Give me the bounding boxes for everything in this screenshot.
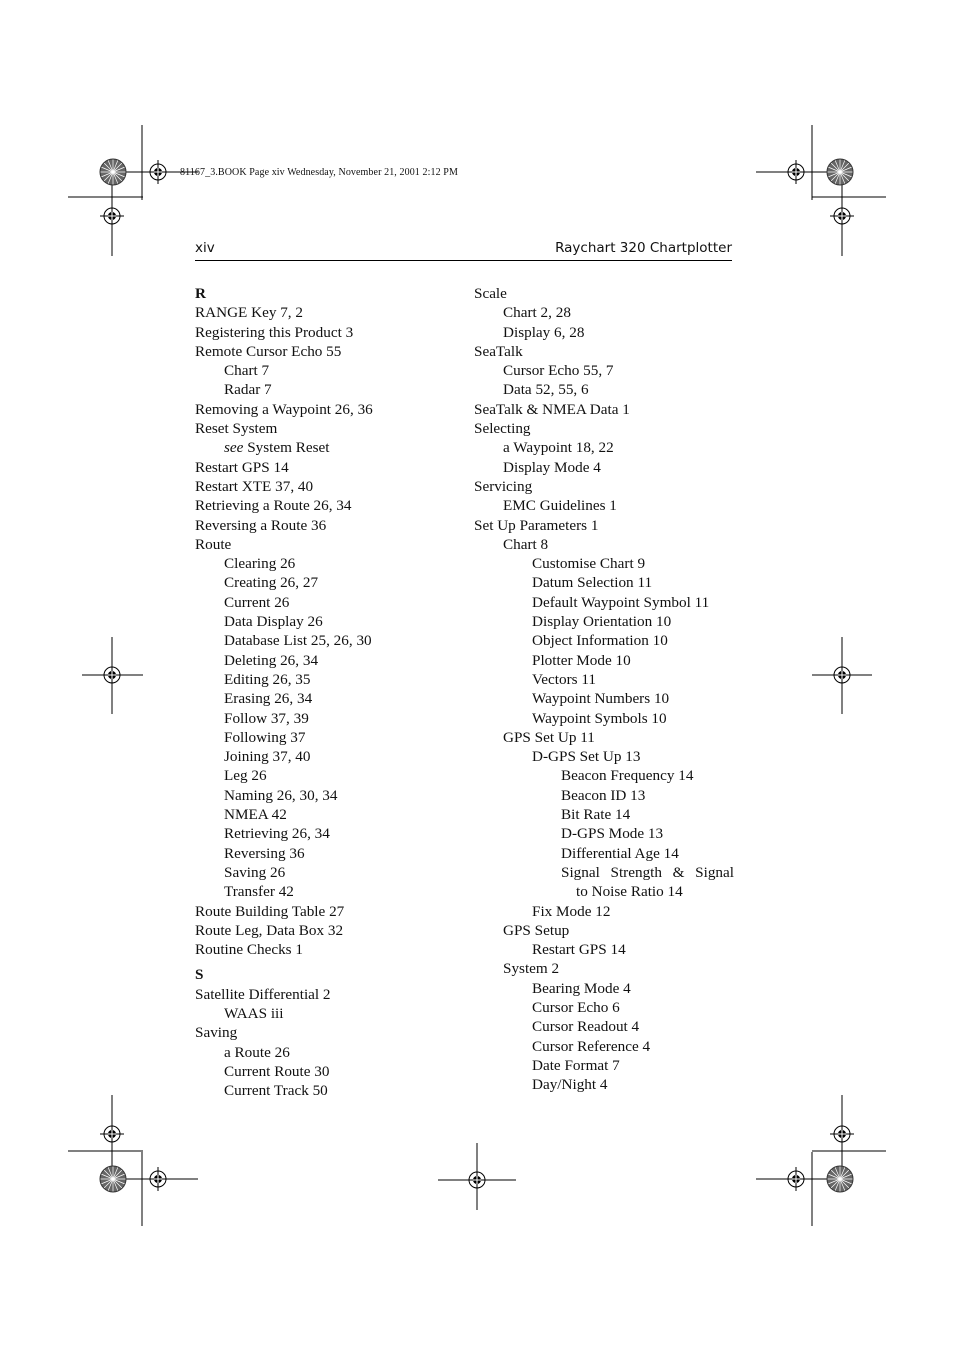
page-number: xiv: [195, 240, 215, 256]
index-entry: to Noise Ratio 14: [576, 883, 683, 901]
index-entry: Creating 26, 27: [224, 574, 319, 592]
index-entry: Deleting 26, 34: [224, 651, 319, 669]
index-entry: Scale: [474, 285, 507, 302]
index-entry: Waypoint Numbers 10: [532, 690, 670, 708]
index-entry: Display Mode 4: [503, 458, 601, 476]
index-entry: Beacon Frequency 14: [561, 767, 694, 785]
index-entry: Saving 26: [224, 863, 286, 881]
index-entry: Route Leg, Data Box 32: [195, 921, 344, 939]
index-cross-reference: see: [224, 439, 244, 457]
index-entry: [195, 438, 475, 457]
index-entry: Joining 37, 40: [224, 748, 311, 766]
index-entry: Transfer 42: [224, 883, 294, 901]
index-entry: D-GPS Set Up 13: [532, 748, 641, 766]
index-entry: Waypoint Symbols 10: [532, 709, 667, 727]
index-entry: Cursor Readout 4: [532, 1018, 640, 1036]
index-entry: SeaTalk: [474, 342, 523, 360]
index-entry: Restart GPS 14: [532, 941, 626, 959]
running-header: [195, 238, 732, 261]
index-entry: Remote Cursor Echo 55: [195, 342, 342, 360]
index-entry: Selecting: [474, 420, 531, 438]
index-entry: NMEA 42: [224, 806, 287, 824]
index-entry: Current Track 50: [224, 1082, 328, 1100]
index-entry: Data 52, 55, 6: [503, 381, 589, 399]
book-slug-line: 81167_3.BOOK Page xiv Wednesday, November 21, 2001 2:12 PM: [180, 167, 458, 178]
index-section-letter: S: [195, 966, 204, 984]
index-entry: Current Route 30: [224, 1062, 330, 1080]
index-entry: Servicing: [474, 477, 533, 495]
index-entry: Reversing a Route 36: [195, 516, 327, 534]
index-entry: Beacon ID 13: [561, 786, 646, 804]
index-entry: System 2: [503, 960, 560, 978]
index-entry: Cursor Echo 55, 7: [503, 362, 614, 380]
index-entry: Chart 2, 28: [503, 304, 571, 322]
index-entry: Reversing 36: [224, 844, 305, 862]
index-entry: Set Up Parameters 1: [474, 516, 599, 534]
index-entry: Registering this Product 3: [195, 323, 354, 341]
index-entry: Routine Checks 1: [195, 941, 303, 959]
index-entry: Customise Chart 9: [532, 555, 646, 573]
index-entry: Restart GPS 14: [195, 458, 289, 476]
index-entry: Restart XTE 37, 40: [195, 477, 314, 495]
index-entry: Vectors 11: [532, 670, 596, 688]
index-column-left: [195, 284, 475, 1100]
index-entry: WAAS iii: [224, 1004, 284, 1022]
index-entry: Following 37: [224, 728, 306, 746]
index-section-letter: R: [195, 285, 206, 302]
index-entry: Satellite Differential 2: [195, 985, 331, 1003]
index-entry: SeaTalk & NMEA Data 1: [474, 400, 630, 418]
index-entry: Naming 26, 30, 34: [224, 786, 338, 804]
index-entry: Bearing Mode 4: [532, 979, 631, 997]
index-entry: Current 26: [224, 593, 290, 611]
index-entry: Chart 7: [224, 362, 270, 380]
index-entry: Plotter Mode 10: [532, 651, 631, 669]
index-entry: Clearing 26: [224, 555, 296, 573]
index-entry: Radar 7: [224, 381, 272, 399]
index-entry: Follow 37, 39: [224, 709, 309, 727]
index-entry: a Waypoint 18, 22: [503, 439, 614, 457]
index-entry: Retrieving 26, 34: [224, 825, 330, 843]
index-entry: Object Information 10: [532, 632, 668, 650]
index-entry: Signal Strength & Signal: [561, 863, 734, 881]
index-entry: Date Format 7: [532, 1056, 620, 1074]
index-entry: Fix Mode 12: [532, 902, 611, 920]
index-entry: RANGE Key 7, 2: [195, 304, 303, 322]
index-entry: Display 6, 28: [503, 323, 585, 341]
index-entry-text: System Reset: [243, 439, 330, 457]
index-entry: Datum Selection 11: [532, 574, 653, 592]
index-entry: EMC Guidelines 1: [503, 497, 617, 515]
index-entry: Route: [195, 535, 232, 553]
index-entry: Data Display 26: [224, 613, 323, 631]
index-entry: Reset System: [195, 420, 278, 438]
index-entry: Editing 26, 35: [224, 670, 311, 688]
index-entry: Cursor Reference 4: [532, 1037, 651, 1055]
index-entry: Saving: [195, 1024, 238, 1042]
index-entry: D-GPS Mode 13: [561, 825, 664, 843]
index-entry: Display Orientation 10: [532, 613, 672, 631]
index-entry: Database List 25, 26, 30: [224, 632, 372, 650]
index-entry: Removing a Waypoint 26, 36: [195, 400, 373, 418]
index-entry: Cursor Echo 6: [532, 998, 620, 1016]
index-entry: Differential Age 14: [561, 844, 679, 862]
index-entry: Route Building Table 27: [195, 902, 345, 920]
index-column-right: [474, 284, 736, 1094]
index-entry: Day/Night 4: [532, 1076, 608, 1094]
index-entry: Chart 8: [503, 535, 549, 553]
index-entry: GPS Set Up 11: [503, 728, 595, 746]
index-entry: Leg 26: [224, 767, 267, 785]
running-title: Raychart 320 Chartplotter: [555, 240, 732, 256]
index-entry: Retrieving a Route 26, 34: [195, 497, 352, 515]
index-entry: Bit Rate 14: [561, 806, 631, 824]
index-entry: Erasing 26, 34: [224, 690, 313, 708]
index-entry: a Route 26: [224, 1043, 290, 1061]
index-entry: Default Waypoint Symbol 11: [532, 593, 710, 611]
index-entry: GPS Setup: [503, 921, 570, 939]
